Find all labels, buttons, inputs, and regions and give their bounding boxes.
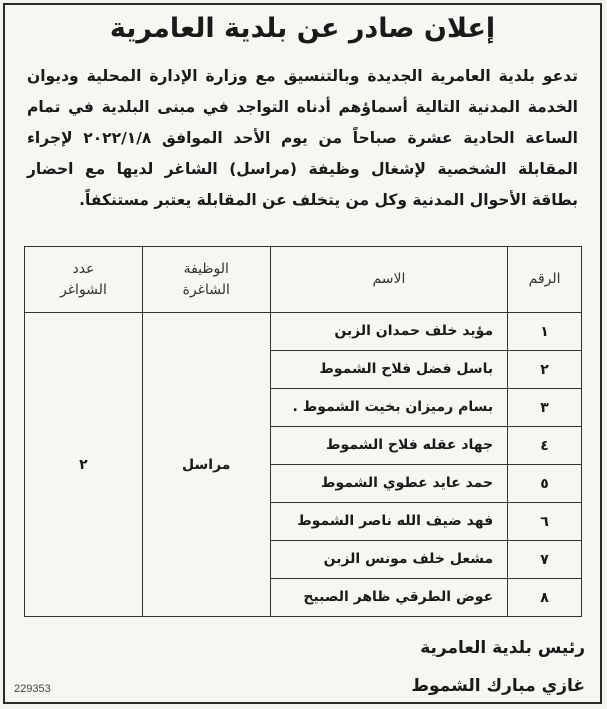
row-name: مؤيد خلف حمدان الزبن — [334, 323, 494, 339]
row-name: فهد ضيف الله ناصر الشموط — [297, 513, 494, 529]
row-number: ٥ — [508, 465, 582, 503]
row-number: ٣ — [508, 389, 582, 427]
row-name: مشعل خلف مونس الزبن — [323, 551, 494, 567]
row-number: ٢ — [508, 351, 582, 389]
job-cell: مراسل — [142, 313, 270, 617]
row-name: عوض الطرقي ظاهر الصبيح — [303, 589, 494, 605]
row-name: حمد عايد عطوي الشموط — [320, 475, 494, 491]
row-number: ٦ — [508, 503, 582, 541]
signature-name: غازي مبارك الشموط — [411, 676, 585, 696]
row-number: ٨ — [508, 579, 582, 617]
header-count-label: عدد الشواغر — [60, 260, 107, 298]
count-cell: ٢ — [25, 313, 143, 617]
ad-code: 229353 — [14, 683, 51, 695]
notice-body: تدعو بلدية العامرية الجديدة وبالتنسيق مع وزارة الإدارة المحلية وديوان الخدمة المدنية التالية أسماؤهم أدناه التواجد في مبنى البلدية في تمام الساعة الحادية عشرة صباحاً من يوم الأحد الموافق ٢٠٢٢/١/٨ لإجراء المقابلة الشخصية لإشغال وظيفة (مراسل) الشاغر لديها مع احضار بطاقة الأحوال المدنية وكل من يتخلف عن المقابلة يعتبر مستنكفاً. — [27, 67, 578, 209]
row-number: ٤ — [508, 427, 582, 465]
row-name: جهاد عقله فلاح الشموط — [326, 437, 494, 453]
header-job-label: الوظيفة الشاغرة — [182, 260, 230, 298]
notice-title: إعلان صادر عن بلدية العامرية — [109, 13, 496, 44]
header-number: الرقم — [508, 247, 582, 313]
signature-title: رئيس بلدية العامرية — [420, 638, 585, 658]
table-header-row — [25, 247, 582, 313]
header-job — [142, 247, 270, 313]
header-name: الاسم — [270, 247, 507, 313]
row-name: بسام رميزان بخيت الشموط . — [292, 399, 494, 415]
row-number: ٧ — [508, 541, 582, 579]
row-number: ١ — [508, 313, 582, 351]
header-count — [25, 247, 143, 313]
table-row — [25, 313, 582, 351]
candidates-table — [24, 246, 582, 617]
row-name: باسل فضل فلاح الشموط — [319, 361, 494, 377]
